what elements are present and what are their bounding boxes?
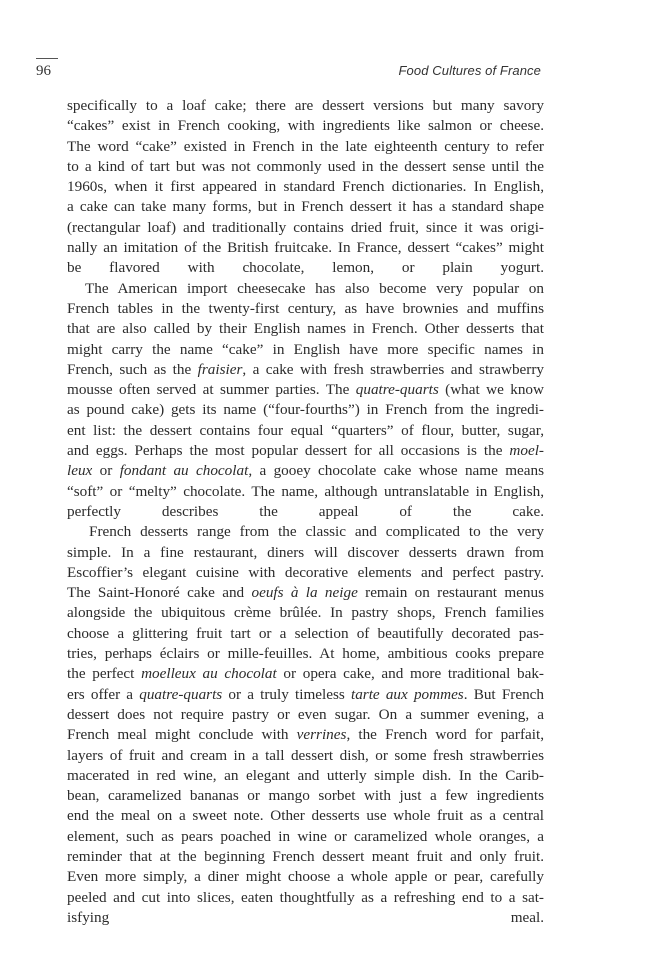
text-line: [67, 685, 544, 705]
header-rule: [36, 58, 58, 59]
text-line: [67, 806, 544, 826]
text-run: layers of fruit and cream in a tall dessert dish, or some fresh strawberries: [67, 746, 544, 764]
text-run: as pound cake) gets its name (“four-fourths”) in French from the ingredi-: [67, 401, 544, 419]
text-run: tries, perhaps éclairs or mille-feuilles. At home, ambitious cooks prepare: [67, 645, 544, 663]
text-line: [67, 218, 544, 238]
text-run: mousse often served at summer parties. The: [67, 381, 356, 399]
text-line: [67, 543, 544, 563]
text-line: [67, 197, 544, 217]
text-run: choose a glittering fruit tart or a selection of beautifully decorated pas-: [67, 624, 544, 642]
text-line: [67, 624, 544, 644]
text-run: dessert does not require pastry or even sugar. On a summer evening, a: [67, 705, 544, 723]
page-number: 96: [36, 63, 51, 79]
text-run: specifically to a loaf cake; there are dessert versions but many savory: [67, 97, 544, 114]
text-run: Escoffier’s elegant cuisine with decorative elements and perfect pastry.: [67, 563, 544, 581]
text-run: macerated in red wine, an elegant and utterly simple dish. In the Carib-: [67, 766, 544, 784]
text-line: [67, 746, 544, 766]
text-run: bean, caramelized bananas or mango sorbet with just a few ingredients: [67, 787, 544, 805]
text-line: [67, 421, 544, 441]
text-line: [67, 664, 544, 684]
text-run: might carry the name “cake” in English have more specific names in: [67, 340, 544, 358]
text-line: [67, 644, 544, 664]
text-line: [67, 441, 544, 461]
text-run: remain on restaurant menus: [357, 584, 544, 602]
text-line: [67, 238, 544, 258]
text-line: [67, 380, 544, 400]
text-run: isfying meal.: [67, 908, 544, 926]
text-line: [67, 461, 544, 481]
text-run: a cake can take many forms, but in French dessert it has a standard shape: [67, 198, 544, 216]
text-run: end the meal on a sweet note. Other desserts use whole fruit as a central: [67, 807, 544, 825]
text-run: French meal might conclude with: [67, 726, 297, 744]
italic-term: moelleux au chocolat: [141, 665, 277, 683]
paragraph: [67, 279, 544, 523]
text-run: 1960s, when it first appeared in standard French dictionaries. In English,: [67, 178, 544, 196]
text-run: or: [92, 462, 120, 480]
text-run: , the French word for parfait,: [346, 726, 545, 744]
paragraph: [67, 522, 544, 928]
text-line: [67, 786, 544, 806]
text-run: nally an imitation of the British fruitcake. In France, dessert “cakes” might: [67, 239, 544, 257]
text-run: , a gooey chocolate cake whose name means: [248, 462, 544, 480]
text-run: and eggs. Perhaps the most popular dessert for all occasions is the: [67, 442, 510, 460]
text-run: ers offer a: [67, 685, 140, 703]
text-run: Even more simply, a diner might choose a whole apple or pear, carefully: [67, 868, 544, 886]
text-run: The Saint-Honoré cake and: [67, 584, 252, 602]
text-run: . But French: [463, 685, 544, 703]
paragraph: [67, 96, 544, 279]
running-head: Food Cultures of France: [398, 63, 541, 78]
text-line: [67, 360, 544, 380]
text-line: [67, 157, 544, 177]
text-run: peeled and cut into slices, eaten thoughtfully as a refreshing end to a sat-: [67, 888, 544, 906]
text-run: simple. In a fine restaurant, diners will discover desserts drawn from: [67, 543, 544, 561]
italic-term: quatre-quarts: [355, 381, 439, 399]
text-line: [67, 319, 544, 339]
text-line: [67, 522, 544, 542]
text-run: be flavored with chocolate, lemon, or plain yogurt.: [67, 259, 544, 277]
text-run: (what we know: [438, 381, 544, 399]
text-line: [67, 705, 544, 725]
text-run: (rectangular loaf) and traditionally contains dried fruit, since it was origi-: [67, 218, 544, 236]
italic-term: fondant au chocolat: [119, 462, 249, 480]
text-line: [67, 137, 544, 157]
text-run: reminder that at the beginning French dessert meant fruit and only fruit.: [67, 847, 544, 865]
italic-term: verrines: [296, 726, 347, 744]
text-line: [67, 96, 544, 116]
text-run: The word “cake” existed in French in the late eighteenth century to refer: [67, 137, 544, 155]
body-text: [67, 96, 544, 928]
text-run: or a truly timeless: [222, 685, 351, 703]
text-line: [67, 827, 544, 847]
italic-term: moel-: [509, 442, 544, 460]
text-run: element, such as pears poached in wine or caramelized whole oranges, a: [67, 827, 544, 845]
text-line: [67, 563, 544, 583]
text-run: perfectly describes the appeal of the cake.: [67, 502, 544, 520]
text-run: alongside the ubiquitous crème brûlée. In pastry shops, French families: [67, 604, 544, 622]
italic-term: fraisier: [197, 360, 243, 378]
text-line: [67, 116, 544, 136]
italic-term: quatre-quarts: [139, 685, 223, 703]
text-line: [67, 766, 544, 786]
text-line: [67, 279, 544, 299]
text-line: [67, 888, 544, 908]
text-run: French desserts range from the classic and complicated to the very: [89, 523, 544, 541]
text-line: [67, 583, 544, 603]
text-line: [67, 340, 544, 360]
text-run: , a cake with fresh strawberries and strawberry: [242, 360, 544, 378]
text-line: [67, 400, 544, 420]
text-line: [67, 177, 544, 197]
text-line: [67, 908, 544, 928]
text-line: [67, 482, 544, 502]
text-run: French, such as the: [67, 360, 198, 378]
italic-term: oeufs à la neige: [251, 584, 358, 602]
text-line: [67, 502, 544, 522]
text-run: ent list: the dessert contains four equal “quarters” of flour, butter, sugar,: [67, 421, 544, 439]
text-line: [67, 603, 544, 623]
text-line: [67, 725, 544, 745]
italic-term: tarte aux pommes: [350, 685, 464, 703]
text-run: “soft” or “melty” chocolate. The name, although untranslatable in English,: [67, 482, 544, 500]
text-run: to a kind of tart but was not commonly used in the dessert sense until the: [67, 157, 544, 175]
text-run: The American import cheesecake has also become very popular on: [85, 279, 544, 297]
text-run: “cakes” exist in French cooking, with ingredients like salmon or cheese.: [67, 117, 544, 135]
text-run: the perfect: [67, 665, 142, 683]
text-run: that are also called by their English names in French. Other desserts that: [67, 320, 544, 338]
text-line: [67, 847, 544, 867]
text-run: French tables in the twenty-first century, as have brownies and muffins: [67, 299, 544, 317]
text-line: [67, 867, 544, 887]
italic-term: leux: [67, 462, 93, 480]
text-line: [67, 258, 544, 278]
text-line: [67, 299, 544, 319]
text-run: or opera cake, and more traditional bak-: [276, 665, 544, 683]
